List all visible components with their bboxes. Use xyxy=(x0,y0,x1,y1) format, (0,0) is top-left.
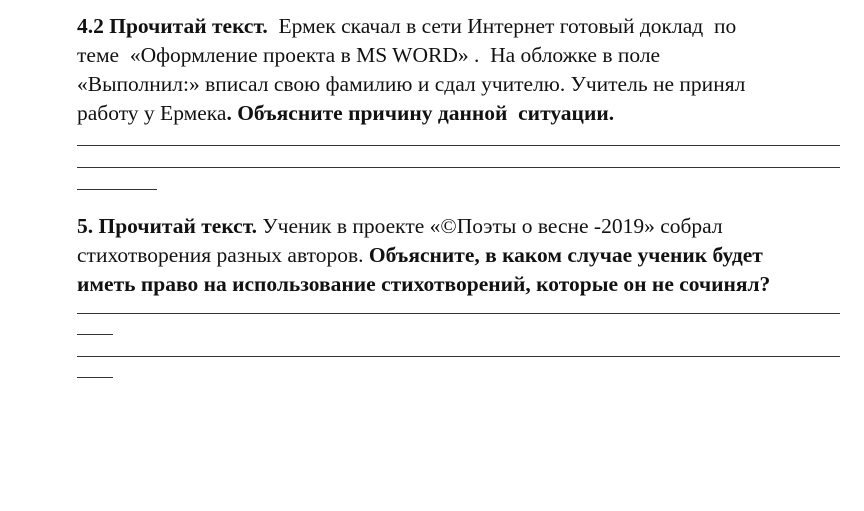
text-line xyxy=(77,12,847,41)
task-5-text xyxy=(77,212,847,299)
answer-line xyxy=(77,167,840,168)
bold-text: 4.2 Прочитай текст. xyxy=(77,14,268,38)
answer-line xyxy=(77,313,840,314)
bold-text: 5. Прочитай текст. xyxy=(77,214,258,238)
answer-line xyxy=(77,145,840,146)
body-text: Ермек скачал в сети Интернет готовый доклад по xyxy=(267,14,737,38)
body-text: Ученик в проекте «©Поэты о весне -2019» собрал xyxy=(257,214,723,238)
bold-text: . Объясните причину данной ситуации. xyxy=(226,101,615,125)
task-4-2-text xyxy=(77,12,847,128)
bold-text: Объясните, в каком случае ученик будет xyxy=(368,243,763,267)
answer-line-short xyxy=(77,334,113,335)
body-text: «Выполнил:» вписал свою фамилию и сдал учителю. Учитель не принял xyxy=(77,72,746,96)
text-line xyxy=(77,241,847,270)
body-text: работу у Ермека xyxy=(77,101,227,125)
text-line xyxy=(77,41,847,70)
answer-line-short xyxy=(77,189,157,190)
text-line xyxy=(77,270,847,299)
text-line xyxy=(77,99,847,128)
body-text: теме «Оформление проекта в MS WORD» xyxy=(77,43,469,67)
text-line xyxy=(77,70,847,99)
body-text: стихотворения разных авторов. xyxy=(77,243,369,267)
bold-text: иметь право на использование стихотворений, которые он не сочинял? xyxy=(77,272,771,296)
text-line xyxy=(77,212,847,241)
body-text: . На обложке в поле xyxy=(468,43,661,67)
answer-line-short xyxy=(77,377,113,378)
answer-line xyxy=(77,356,840,357)
